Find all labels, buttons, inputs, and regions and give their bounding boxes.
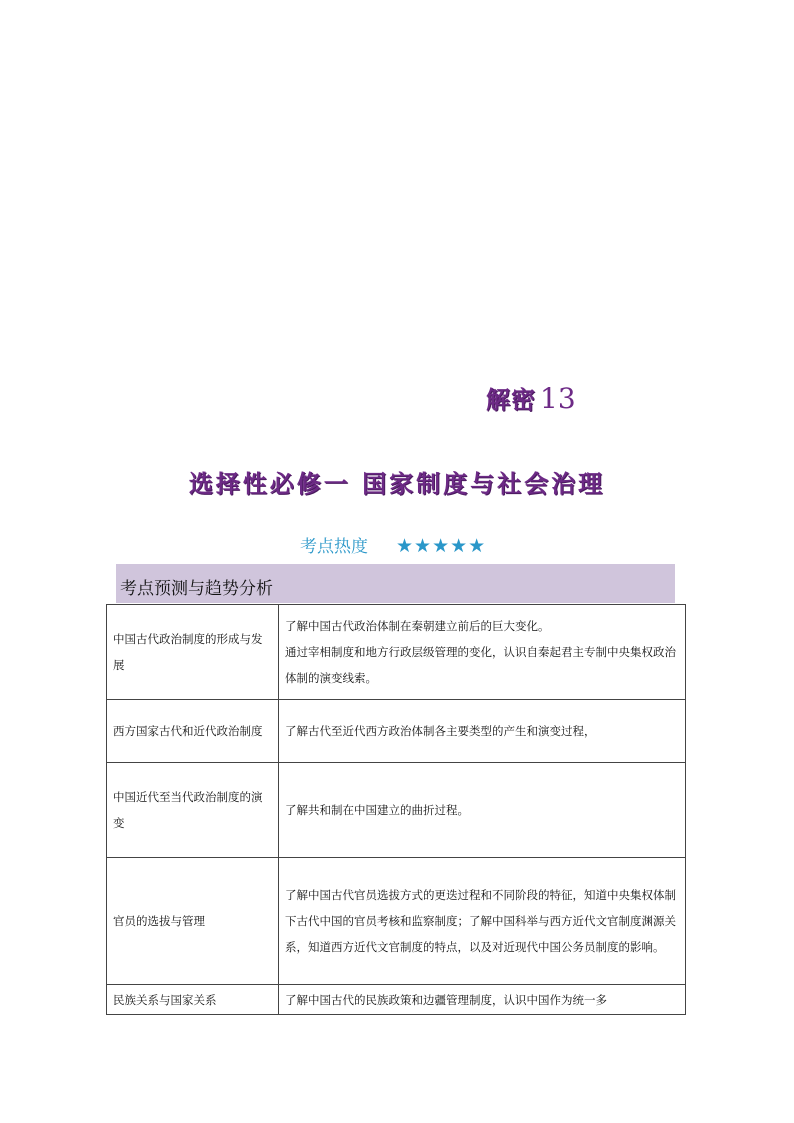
heat-label: 考点热度 — [300, 537, 368, 557]
table-cell-topic: 中国近代至当代政治制度的演变 — [107, 763, 279, 858]
table-cell-content — [279, 858, 686, 985]
star-rating-icon: ★★★★★ — [396, 535, 487, 557]
heat-rating — [300, 532, 486, 557]
content-line: 了解中国古代政治体制在秦朝建立前后的巨大变化。 — [285, 619, 550, 633]
document-subtitle: 选择性必修一 国家制度与社会治理 — [188, 470, 606, 498]
header-label: 解密 — [486, 386, 536, 414]
content-line: 了解古代至近代西方政治体制各主要类型的产生和演变过程， — [285, 724, 596, 738]
table-cell-content — [279, 985, 686, 1015]
content-line: 通过宰相制度和地方行政层级管理的变化，认识自秦起君主专制中央集权政治体制的演变线索。 — [285, 645, 676, 685]
content-line: 了解共和制在中国建立的曲折过程。 — [285, 803, 469, 817]
table-row — [107, 700, 686, 763]
table-cell-content — [279, 763, 686, 858]
table-cell-topic: 西方国家古代和近代政治制度 — [107, 700, 279, 763]
document-header — [486, 380, 576, 415]
table-cell-topic: 中国古代政治制度的形成与发展 — [107, 605, 279, 700]
table-row — [107, 605, 686, 700]
table-row — [107, 985, 686, 1015]
table-cell-topic: 官员的选拔与管理 — [107, 858, 279, 985]
table-row — [107, 763, 686, 858]
table-cell-content — [279, 605, 686, 700]
table-cell-content — [279, 700, 686, 763]
table-cell-topic: 民族关系与国家关系 — [107, 985, 279, 1015]
section-header — [116, 564, 675, 603]
table-row — [107, 858, 686, 985]
content-line: 了解中国古代官员选拔方式的更迭过程和不同阶段的特征，知道中央集权体制下古代中国的官员考核和监察制度；了解中国科举与西方近代文官制度渊源关系，知道西方近代文官制度的特点，以及对近现代中国公务员制度的影响。 — [285, 888, 676, 954]
section-title: 考点预测与趋势分析 — [120, 579, 273, 599]
content-line: 了解中国古代的民族政策和边疆管理制度，认识中国作为统一多 — [285, 992, 607, 1007]
header-number: 13 — [540, 382, 576, 415]
forecast-table — [106, 604, 686, 1015]
